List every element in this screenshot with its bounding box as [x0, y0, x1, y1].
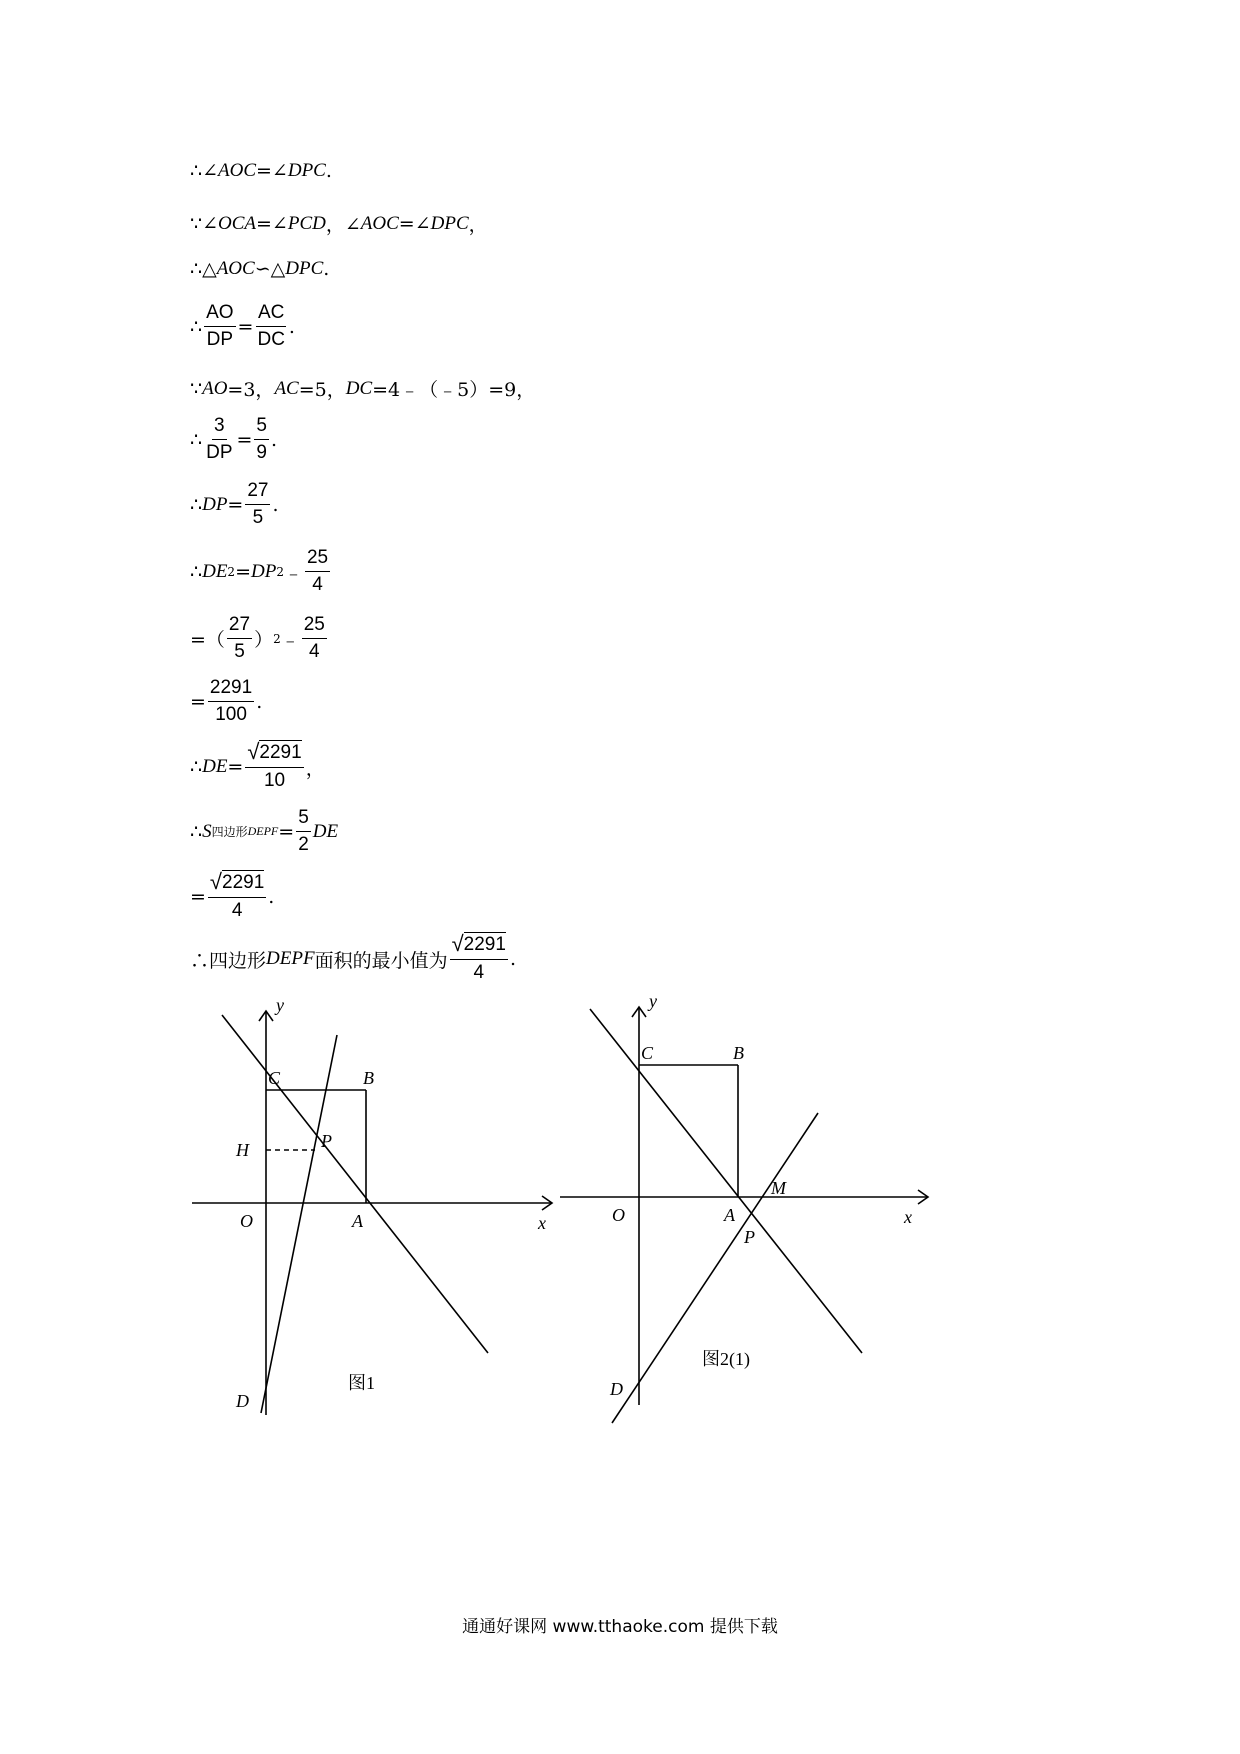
figure-1	[180, 995, 570, 1425]
label-x: x	[904, 1207, 912, 1227]
label-D: D	[610, 1379, 623, 1399]
numerator: 25	[302, 612, 327, 639]
radicand: 2291	[463, 934, 506, 955]
line-CA	[222, 1015, 488, 1353]
label-B: B	[363, 1068, 374, 1088]
angle-symbol: ∠	[202, 212, 219, 235]
therefore-symbol: ∴	[190, 428, 203, 451]
label-P: P	[321, 1131, 332, 1151]
square-root	[452, 932, 506, 957]
period: .	[268, 886, 275, 908]
numerator: 3	[212, 413, 227, 440]
segment-name: DC	[345, 377, 373, 399]
step-14	[190, 932, 516, 986]
therefore-symbol: ∴	[190, 315, 203, 338]
period: .	[325, 160, 332, 182]
figure-2-caption: 图2(1)	[702, 1349, 750, 1369]
numerator: AC	[256, 300, 286, 327]
because-symbol: ∵	[190, 212, 203, 235]
step-1	[190, 160, 332, 182]
numerator: 5	[296, 805, 311, 832]
label-B: B	[733, 1043, 744, 1063]
quadrilateral-name: DEPF	[266, 948, 315, 969]
step-2	[190, 210, 488, 237]
denominator: 4	[312, 574, 323, 595]
radical-sign: √	[247, 739, 260, 764]
label-O: O	[612, 1205, 625, 1225]
close-paren: ）	[254, 629, 274, 651]
footer: 通通好课网 www.tthaoke.com 提供下载	[462, 1617, 778, 1637]
open-paren: =（	[190, 629, 225, 651]
similar-symbol: ∽△	[254, 258, 286, 280]
therefore-symbol: ∴	[190, 160, 203, 182]
step-9	[190, 612, 329, 665]
period: .	[323, 258, 330, 280]
therefore-triangle: ∴△	[190, 258, 217, 280]
segment-name: AC	[274, 377, 299, 399]
label-D: D	[236, 1391, 249, 1411]
equals: =	[227, 493, 244, 516]
triangle-name: DPC	[285, 258, 324, 279]
step-7	[190, 478, 279, 531]
exponent: 2	[276, 564, 284, 579]
label-A: A	[724, 1205, 735, 1225]
conclusion-text: 面积的最小值为	[314, 949, 448, 972]
conclusion-text: ∴四边形	[190, 949, 267, 972]
denominator: DP	[206, 329, 234, 350]
label-C: C	[268, 1068, 281, 1088]
fraction	[204, 300, 235, 353]
fraction	[296, 805, 311, 858]
denominator: 5	[234, 641, 245, 662]
segment-name: DE	[312, 820, 339, 842]
step-8	[190, 545, 332, 598]
minus: ﹣	[280, 629, 300, 651]
denominator: 100	[215, 704, 247, 725]
denominator: 4	[231, 900, 243, 921]
label-y: y	[649, 995, 657, 1011]
figure-2	[560, 995, 940, 1425]
angle-symbol: ∠	[202, 160, 219, 182]
numerator: 2291	[208, 675, 254, 702]
exponent: 2	[273, 631, 281, 646]
denominator: 2	[298, 834, 309, 855]
step-11	[190, 740, 325, 794]
label-O: O	[240, 1211, 253, 1231]
fraction	[254, 413, 269, 466]
separator: ，∠	[325, 214, 361, 236]
therefore-symbol: ∴	[190, 560, 203, 583]
segment-name: AO	[202, 377, 228, 399]
fraction	[255, 300, 286, 353]
numerator: 25	[305, 545, 330, 572]
area-symbol: S	[202, 820, 212, 842]
denominator: 9	[256, 442, 267, 463]
period: .	[256, 690, 263, 713]
fraction	[208, 870, 266, 924]
step-13	[190, 870, 274, 924]
label-y: y	[276, 995, 284, 1015]
label-H: H	[236, 1140, 249, 1160]
numerator	[450, 932, 508, 960]
segment-name: DE	[202, 756, 228, 777]
fraction	[450, 932, 508, 986]
comma: ，	[468, 214, 488, 236]
numerator	[208, 870, 266, 898]
equals: =	[235, 560, 251, 583]
denominator: DC	[257, 329, 285, 350]
line-CA	[590, 1009, 862, 1353]
comma: ，	[305, 757, 325, 780]
numerator: 27	[227, 612, 252, 639]
subscript: DEPF	[247, 824, 279, 838]
line-DP	[261, 1035, 337, 1413]
segment-name: DP	[202, 493, 228, 515]
segment-name: DE	[202, 560, 228, 582]
square-root	[210, 870, 264, 895]
label-P: P	[744, 1227, 755, 1247]
step-5	[190, 375, 535, 402]
denominator: 4	[473, 962, 485, 983]
denominator: 5	[252, 507, 264, 528]
fraction	[245, 740, 303, 794]
step-3	[190, 258, 329, 280]
fraction	[245, 478, 270, 531]
equals: =	[227, 756, 244, 778]
equals: =	[190, 690, 206, 713]
numerator: AO	[204, 300, 235, 327]
equals: =	[237, 315, 254, 338]
figure-1-caption: 图1	[348, 1373, 375, 1393]
therefore-symbol: ∴	[190, 493, 203, 516]
label-C: C	[641, 1043, 654, 1063]
period: .	[509, 948, 516, 970]
value: =4﹣（﹣5）=9，	[372, 379, 536, 401]
denominator: DP	[206, 442, 233, 463]
subscript: 四边形	[211, 825, 248, 839]
fraction	[208, 675, 254, 728]
exponent: 2	[227, 564, 236, 579]
angle-name: OCA	[218, 212, 257, 234]
step-6	[190, 413, 277, 466]
step-10	[190, 675, 262, 728]
equals: =	[236, 428, 253, 451]
equals: =	[190, 886, 206, 908]
angle-name: PCD	[287, 212, 326, 234]
label-A: A	[352, 1211, 363, 1231]
therefore-symbol: ∴	[190, 820, 203, 843]
fraction	[227, 612, 252, 665]
segment-name: DP	[250, 560, 277, 582]
label-M: M	[771, 1178, 786, 1198]
fraction	[204, 413, 234, 466]
numerator: 5	[254, 413, 269, 440]
period: .	[288, 315, 295, 338]
minus: ﹣	[283, 562, 303, 584]
angle-name: DPC	[430, 212, 469, 234]
equals: =∠	[256, 212, 288, 235]
triangle-name: AOC	[216, 258, 255, 279]
line-DM	[612, 1113, 818, 1423]
value: =3，	[227, 379, 275, 401]
step-4	[190, 300, 295, 353]
period: .	[271, 428, 278, 451]
radical-sign: √	[451, 931, 464, 956]
radical-sign: √	[209, 869, 222, 894]
equals: =∠	[398, 212, 431, 235]
period: .	[272, 493, 279, 516]
value: =5，	[298, 379, 346, 401]
denominator: 4	[309, 641, 320, 662]
therefore-symbol: ∴	[190, 756, 203, 778]
equals: =∠	[256, 160, 288, 182]
because-symbol: ∵	[190, 377, 203, 400]
label-x: x	[538, 1213, 546, 1233]
fraction	[302, 612, 327, 665]
step-12	[190, 805, 338, 858]
angle-name: DPC	[287, 160, 326, 181]
numerator: 27	[245, 478, 270, 505]
square-root	[247, 740, 301, 765]
equals: =	[278, 820, 295, 843]
fraction	[305, 545, 330, 598]
numerator	[245, 740, 303, 768]
angle-name: AOC	[360, 212, 399, 234]
denominator: 10	[263, 770, 286, 791]
angle-name: AOC	[218, 160, 257, 181]
radicand: 2291	[259, 742, 302, 763]
radicand: 2291	[222, 872, 265, 893]
